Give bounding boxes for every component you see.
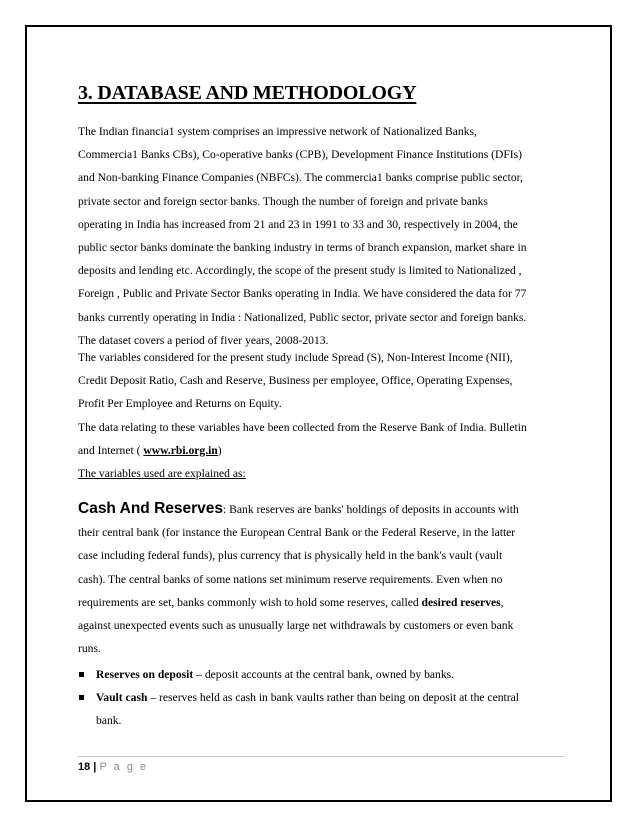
bullet-continuation: bank. [96,714,122,728]
text-line: The data relating to these variables have been collected from the Reserve Bank of India. Bulletin [78,420,527,434]
cash-reserves-paragraph [78,497,564,660]
text-line: deposits and lending etc. Accordingly, the scope of the present study is limited to Nationalized , [78,264,522,278]
text-line: runs. [78,642,101,656]
cash-first-line: : Bank reserves are banks' holdings of deposits in accounts with [223,503,519,516]
explained-label-line [78,462,564,485]
intro-paragraph [78,120,564,352]
text-line [78,497,564,521]
footer-separator: | [90,761,100,773]
desired-suffix: , [500,595,504,609]
text-line: against unexpected events such as unusually large net withdrawals by customers or even bank [78,619,514,633]
source-line [78,439,564,462]
rbi-link[interactable]: www.rbi.org.in [143,443,218,457]
source-prefix: and Internet ( [78,443,144,457]
source-suffix: ) [217,443,222,457]
reserves-bullet-list [78,663,564,733]
explained-label: The variables used are explained as: [78,467,246,480]
section-title: 3. DATABASE AND METHODOLOGY [78,82,417,104]
text-line: public sector banks dominate the banking industry in terms of branch expansion, market share in [78,241,527,255]
page-label: P a g e [99,761,149,773]
text-line: Profit Per Employee and Returns on Equity. [78,397,282,411]
list-item [78,663,564,686]
bullet-text: – deposit accounts at the central bank, owned by banks. [193,668,455,681]
text-line: cash). The central banks of some nations set minimum reserve requirements. Even when no [78,572,503,586]
bullet-term: Reserves on deposit [96,668,194,681]
text-line: case including federal funds), plus currency that is physically held in the bank's vault (vault [78,549,503,563]
text-line: operating in India has increased from 21 and 23 in 1991 to 33 and 30, respectively in 2004, the [78,217,518,231]
text-line: Commercia1 Banks CBs), Co-operative banks (CPB), Development Finance Institutions (DFIs) [78,148,523,162]
text-line [78,591,564,614]
cash-reserves-heading: Cash And Reserves [78,500,224,517]
bullet-text: – reserves held as cash in bank vaults rather than being on deposit at the central [147,691,519,705]
list-item [78,686,564,732]
square-bullet-icon [79,695,84,700]
text-line: their central bank (for instance the European Central Bank or the Federal Reserve, in the latter [78,526,516,540]
text-line: Credit Deposit Ratio, Cash and Reserve, Business per employee, Office, Operating Expenses, [78,374,513,388]
text-line: The dataset covers a period of fiver years, 2008-2013. [78,333,329,347]
footer-divider [78,756,564,757]
text-line: The Indian financia1 system comprises an impressive network of Nationalized Banks, [78,125,477,138]
text-line: banks currently operating in India : Nationalized, Public sector, private sector and foreign banks. [78,310,527,324]
text-line: The variables considered for the present study include Spread (S), Non-Interest Income (NII), [78,351,513,364]
bullet-term: Vault cash [96,691,148,705]
desired-prefix: requirements are set, banks commonly wish to hold some reserves, called [78,595,422,609]
square-bullet-icon [79,672,84,677]
page-footer [78,761,148,773]
page-number: 18 [78,761,91,773]
variables-paragraph [78,346,564,462]
text-line: private sector and foreign sector banks. Though the number of foreign and private banks [78,194,488,208]
desired-reserves-term: desired reserves [421,595,501,609]
text-line: and Non-banking Finance Companies (NBFCs). The commercia1 banks comprise public sector, [78,171,523,185]
text-line: Foreign , Public and Private Sector Banks operating in India. We have considered the data for 77 [78,287,527,301]
